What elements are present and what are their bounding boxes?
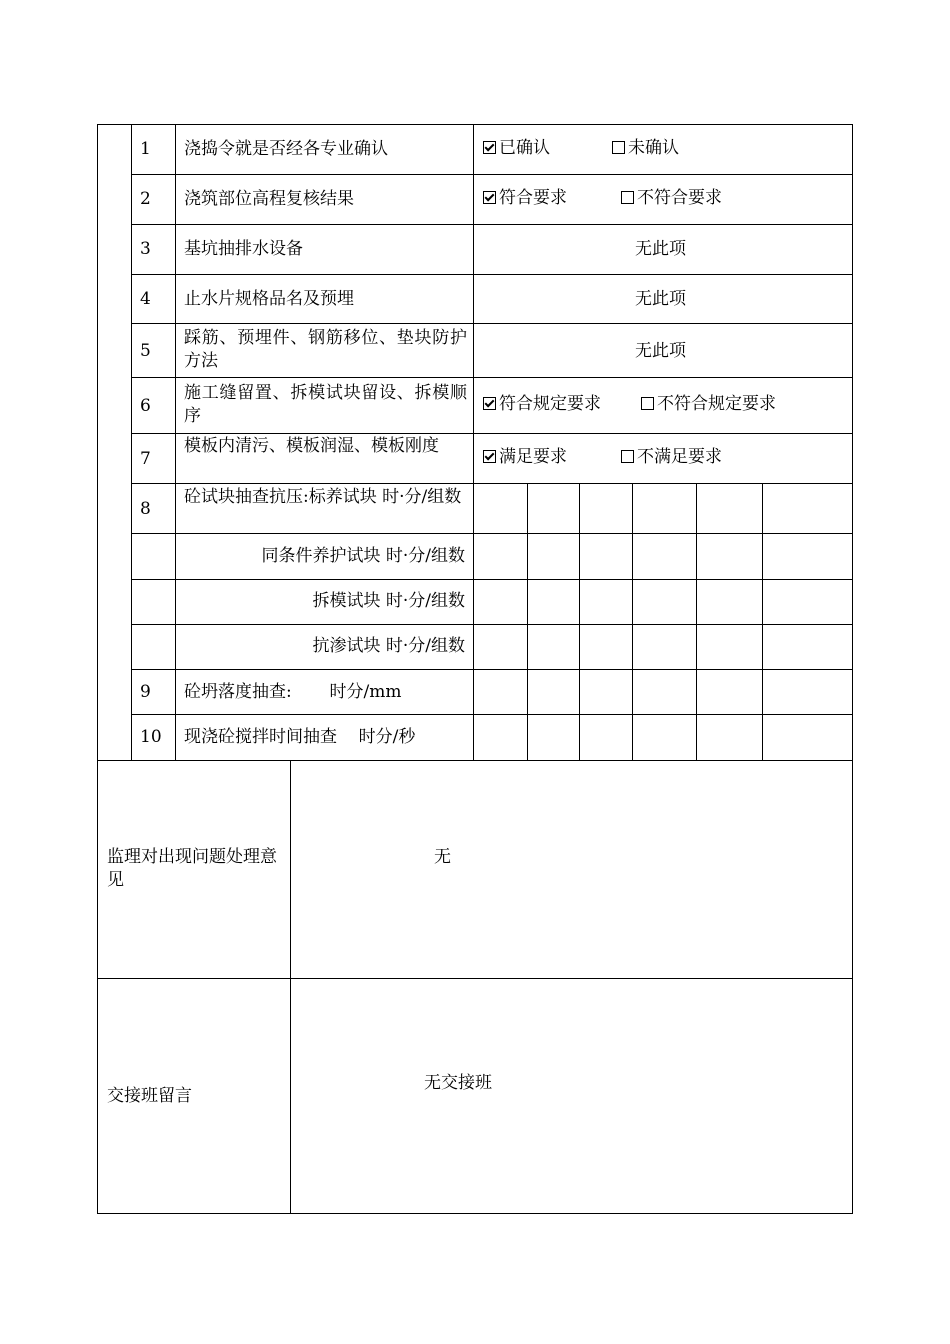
row-number: 2 [140, 189, 151, 209]
row-number: 9 [140, 682, 151, 702]
column-divider [175, 124, 176, 760]
checkbox-icon[interactable] [641, 397, 654, 410]
row-divider [131, 669, 853, 670]
row-value: 无此项 [635, 239, 686, 259]
row-item: 浇捣令就是否经各专业确认 [184, 139, 388, 159]
grid-divider [762, 483, 763, 760]
column-divider [290, 760, 291, 1214]
option-unsatisfied[interactable]: 不满足要求 [621, 446, 722, 469]
section-divider [97, 760, 853, 761]
checked-box-icon[interactable] [483, 397, 496, 410]
grid-divider [579, 483, 580, 760]
row-item: 砼试块抽查抗压:标养试块 时·分/组数 [184, 487, 462, 507]
row-number: 8 [140, 499, 151, 519]
row-value: 无此项 [635, 289, 686, 309]
supervision-label: 监理对出现问题处理意见 [107, 847, 277, 890]
checked-box-icon[interactable] [483, 141, 496, 154]
row-item: 砼坍落度抽查: 时分/mm [184, 682, 402, 702]
row-item: 踩筋、预埋件、钢筋移位、垫块防护方法 [184, 328, 467, 371]
row-number: 4 [140, 289, 151, 309]
handover-label: 交接班留言 [107, 1086, 192, 1106]
row-divider [131, 624, 853, 625]
option-confirmed[interactable]: 已确认 [483, 137, 550, 160]
row-number: 10 [140, 727, 162, 747]
grid-divider [696, 483, 697, 760]
row-item: 浇筑部位高程复核结果 [184, 189, 354, 209]
option-unconfirmed[interactable]: 未确认 [612, 137, 679, 160]
row-number: 7 [140, 449, 151, 469]
row-divider [131, 377, 853, 378]
row-item: 同条件养护试块 时·分/组数 [261, 546, 465, 566]
checkbox-icon[interactable] [612, 141, 625, 154]
row-number: 3 [140, 239, 151, 259]
option-satisfied[interactable]: 满足要求 [483, 446, 567, 469]
supervision-value: 无 [434, 847, 451, 867]
row-number: 1 [140, 139, 151, 159]
checkbox-icon[interactable] [621, 191, 634, 204]
row-item: 现浇砼搅拌时间抽查 时分/秒 [184, 727, 416, 747]
row-value: 无此项 [635, 341, 686, 361]
handover-value: 无交接班 [424, 1073, 492, 1093]
row-divider [131, 274, 853, 275]
row-item: 基坑抽排水设备 [184, 239, 303, 259]
row-number: 6 [140, 396, 151, 416]
checkbox-icon[interactable] [621, 450, 634, 463]
grid-divider [527, 483, 528, 760]
row-divider [131, 174, 853, 175]
option-conforming[interactable]: 符合要求 [483, 187, 567, 210]
option-nonconforming[interactable]: 不符合要求 [621, 187, 722, 210]
section-divider [97, 978, 853, 979]
row-item: 模板内清污、模板润湿、模板刚度 [184, 436, 439, 456]
row-item: 施工缝留置、拆模试块留设、拆模顺序 [184, 383, 467, 426]
column-divider [131, 124, 132, 760]
checked-box-icon[interactable] [483, 450, 496, 463]
row-number: 5 [140, 341, 151, 361]
row-divider [131, 579, 853, 580]
checked-box-icon[interactable] [483, 191, 496, 204]
column-divider [473, 124, 474, 760]
row-divider [131, 714, 853, 715]
option-conforming-spec[interactable]: 符合规定要求 [483, 393, 601, 416]
row-divider [131, 483, 853, 484]
row-divider [131, 224, 853, 225]
row-item: 抗渗试块 时·分/组数 [312, 636, 465, 656]
row-divider [131, 533, 853, 534]
row-divider [131, 433, 853, 434]
row-item: 拆模试块 时·分/组数 [312, 591, 465, 611]
grid-divider [632, 483, 633, 760]
row-item: 止水片规格品名及预埋 [184, 289, 354, 309]
row-divider [131, 323, 853, 324]
option-nonconforming-spec[interactable]: 不符合规定要求 [641, 393, 776, 416]
